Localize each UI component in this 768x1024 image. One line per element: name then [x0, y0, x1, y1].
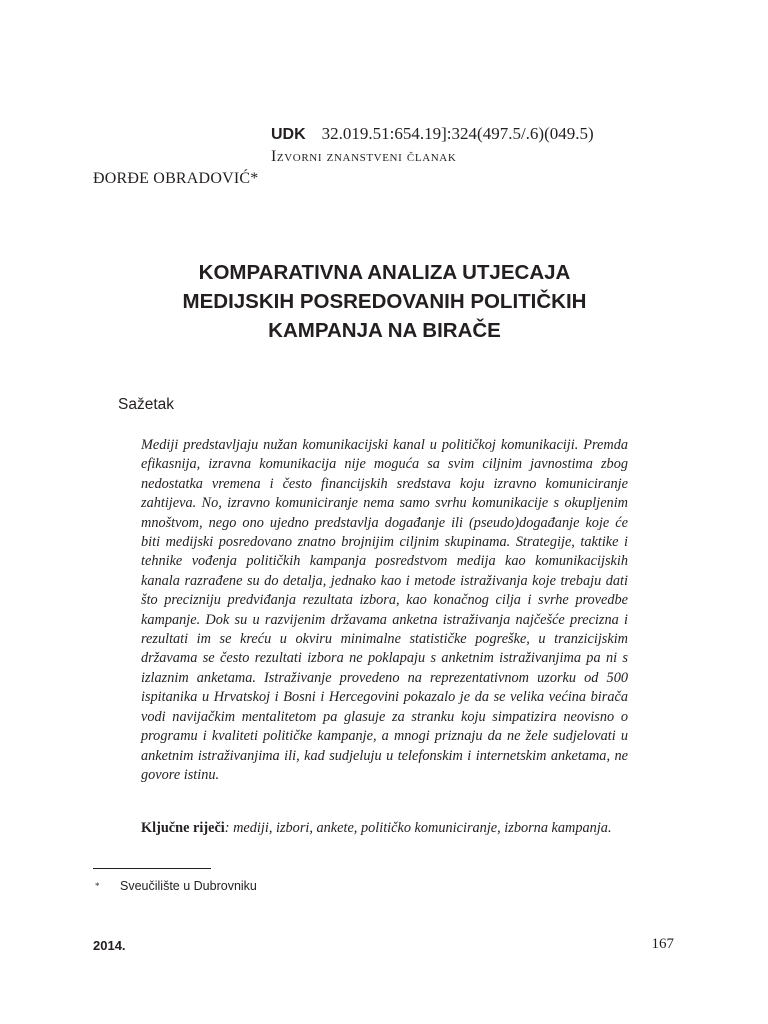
abstract-text: Mediji predstavljaju nužan komunikacijski kanal u političkoj komunikaciji. Premda efikasnija, izravna komunikacija nije moguća sa svim ciljnim javnostima zbog nedostatka vremena i često financijskih sredstava koju izravno komuniciranje zahtijeva. No, izravno komuniciranje nema samo svrhu komunikacije s okupljenim mnoštvom, nego ono ujedno predstavlja događanje ili (pseudo)događanje koje će biti medijski posredovano znatno brojnijim ciljnim skupinama. Strategije, taktike i tehnike vođenja političkih kampanja posredstvom medija kao komunikacijskih kanala razrađene su do detalja, jednako kao i metode istraživanja koje trebaju dati što precizniju predviđanja rezultata izbora, kao konačnog cilja i svrhe provedbe kampanje. Dok su u razvijenim državama anketna istraživanja najčešće precizna i rezultati im se kreću u okviru minimalne statističke pogreške, u tranzicijskim državama se često rezultati izbora ne poklapaju s anketnim istraživanjima pa ni s izlaznim anketama. Istraživanje provedeno na reprezentativnom uzorku od 500 ispitanika u Hrvatskoj i Bosni i Hercegovini pokazalo je da se velika većina birača vodi navijačkim mentalitetom pa glasuje za stranku koju simpatizira neovisno o programu i kvaliteti političke kampanje, a mnogi priznaju da ne žele sudjelovati u anketnim istraživanjima ili, kad sudjeluju u telefonskim i internetskim anketama, ne govore istinu. — [141, 437, 628, 783]
title-line: KOMPARATIVNA ANALIZA UTJECAJA — [198, 261, 571, 284]
article-type: Izvorni znanstveni članak — [271, 148, 457, 165]
keywords-text: : mediji, izbori, ankete, političko komuniciranje, izborna kampanja. — [224, 820, 612, 836]
keywords-label: Ključne riječi — [141, 820, 225, 836]
udk-code: 32.019.51:654.19]:324(497.5/.6)(049.5) — [321, 124, 594, 143]
footnote-text: Sveučilište u Dubrovniku — [120, 879, 257, 893]
abstract-heading: Sažetak — [118, 396, 175, 413]
footnote-divider — [93, 868, 211, 869]
author-name: ĐORĐE OBRADOVIĆ* — [93, 170, 259, 187]
title-line: MEDIJSKIH POSREDOVANIH POLITIČKIH — [182, 290, 587, 313]
footnote-marker: * — [95, 881, 100, 891]
page-number: 167 — [651, 936, 674, 952]
udk-line — [271, 124, 594, 144]
udk-label: UDK — [271, 126, 306, 143]
title-line: KAMPANJA NA BIRAČE — [268, 319, 501, 342]
article-title — [93, 258, 676, 345]
footer-year: 2014. — [93, 938, 126, 953]
keywords — [141, 819, 628, 838]
